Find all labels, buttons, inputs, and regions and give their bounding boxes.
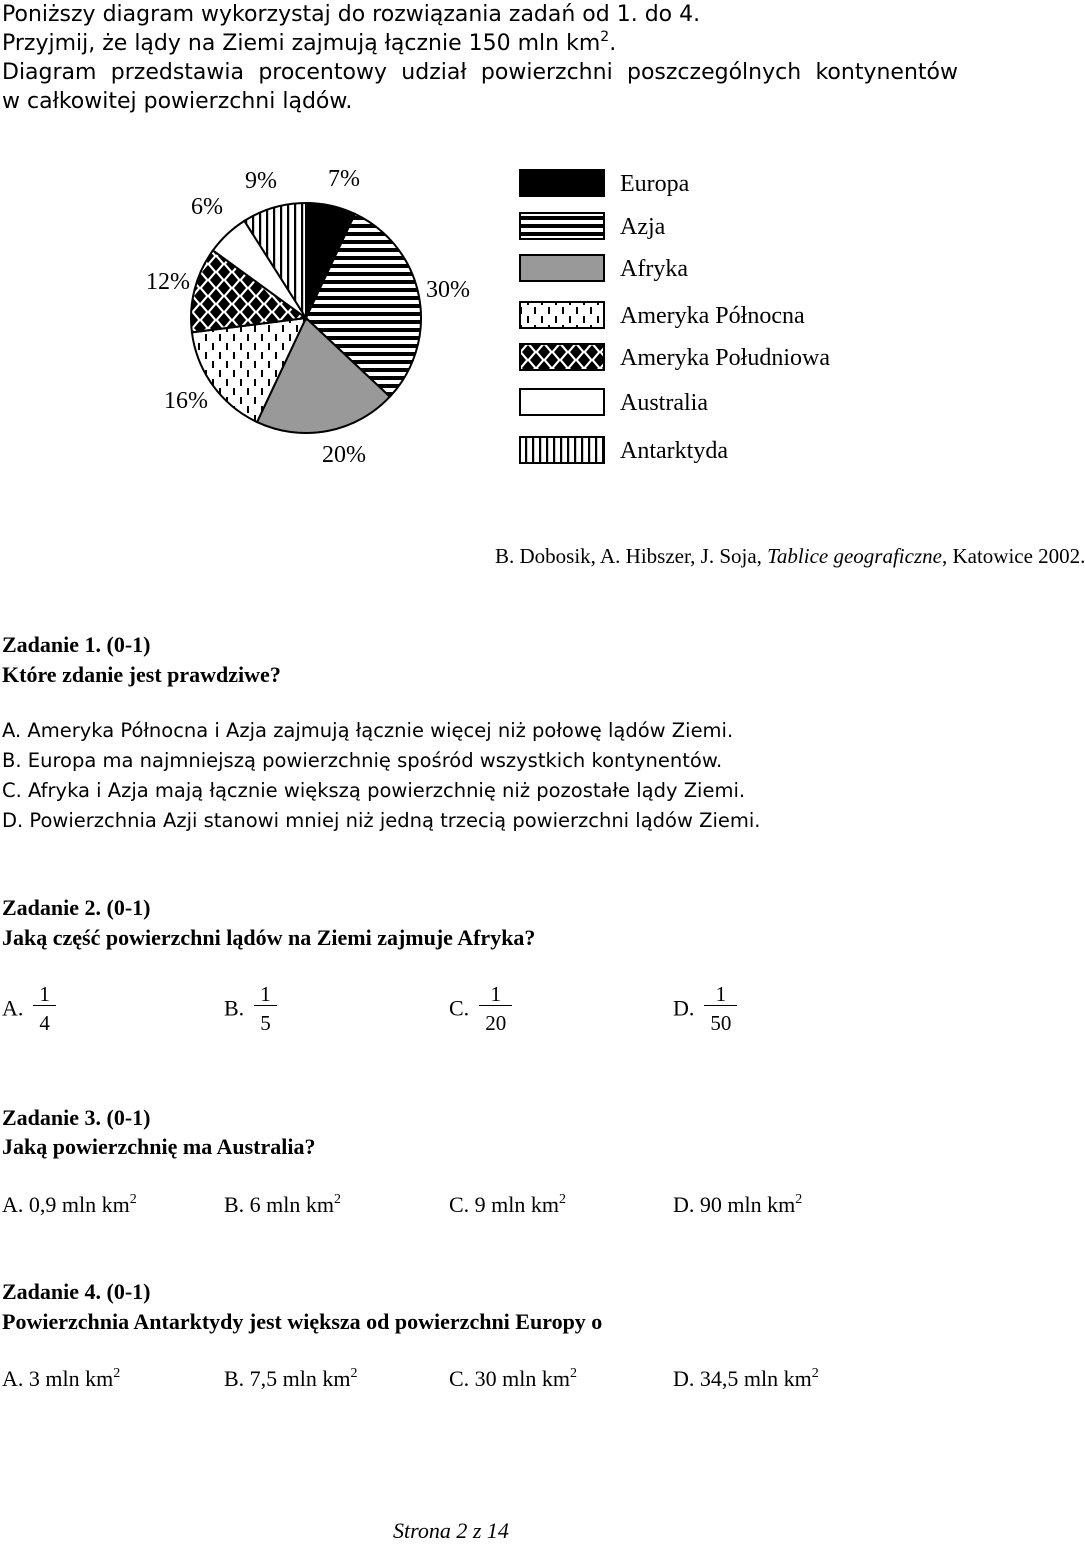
option-sup: 2 xyxy=(113,1366,121,1381)
legend-swatch-europa xyxy=(520,170,604,196)
task-2-option-c[interactable] xyxy=(449,983,512,1034)
option-text: B. 6 mln km xyxy=(224,1192,335,1217)
option-text: C. 9 mln km xyxy=(449,1192,560,1217)
fraction xyxy=(33,983,56,1034)
source-citation xyxy=(495,544,1085,569)
intro-line-2-sup: 2 xyxy=(600,29,610,45)
task-2-question: Jaką część powierzchni lądów na Ziemi zajmuje Afryka? xyxy=(2,925,536,950)
source-authors: B. Dobosik, A. Hibszer, J. Soja, xyxy=(495,544,768,568)
fraction xyxy=(479,983,512,1034)
legend-label-ameryka-poludniowa: Ameryka Południowa xyxy=(620,345,830,371)
option-sup: 2 xyxy=(129,1192,137,1207)
fraction-numerator: 1 xyxy=(490,982,501,1006)
fraction-denominator: 20 xyxy=(479,1005,512,1034)
intro-word: poszczególnych xyxy=(627,60,802,85)
task-2-option-d[interactable] xyxy=(673,983,737,1034)
legend-label-europa: Europa xyxy=(620,171,690,197)
legend-label-azja: Azja xyxy=(620,214,666,240)
source-title: Tablice geograficzne xyxy=(767,544,942,568)
intro-line-3 xyxy=(2,58,958,87)
task-4-option-d[interactable] xyxy=(673,1366,819,1392)
legend-swatch-afryka xyxy=(520,255,604,281)
task-1-option-a[interactable]: A. Ameryka Północna i Azja zajmują łącznie więcej niż połowę lądów Ziemi. xyxy=(2,719,734,742)
legend-label-ameryka-polnocna: Ameryka Północna xyxy=(620,303,805,329)
legend-swatch-ameryka-polnocna xyxy=(520,302,604,328)
task-4-question: Powierzchnia Antarktydy jest większa od powierzchni Europy o xyxy=(2,1309,603,1334)
fraction-numerator: 1 xyxy=(715,982,727,1006)
option-text: A. 3 mln km xyxy=(2,1366,114,1391)
intro-line-2 xyxy=(2,29,958,58)
legend xyxy=(520,170,830,464)
fraction-numerator: 1 xyxy=(39,982,50,1006)
task-3-header: Zadanie 3. (0-1) xyxy=(2,1105,151,1130)
task-1-header: Zadanie 1. (0-1) xyxy=(2,632,151,657)
option-sup: 2 xyxy=(811,1366,819,1381)
legend-swatch-azja xyxy=(520,213,604,239)
legend-swatch-antarktyda xyxy=(520,437,604,463)
fraction-denominator: 5 xyxy=(254,1005,277,1034)
task-1-question: Które zdanie jest prawdziwe? xyxy=(2,662,281,687)
legend-swatch-australia xyxy=(520,389,604,415)
pie-label-australia: 6% xyxy=(191,194,223,220)
intro-line-1: Poniższy diagram wykorzystaj do rozwiązania zadań od 1. do 4. xyxy=(2,2,701,27)
option-sup: 2 xyxy=(795,1192,803,1207)
task-3-option-a[interactable] xyxy=(2,1192,137,1218)
option-text: A. 0,9 mln km xyxy=(2,1192,130,1217)
task-4-header: Zadanie 4. (0-1) xyxy=(2,1279,151,1304)
task-1-option-c[interactable]: C. Afryka i Azja mają łącznie większą powierzchnię niż pozostałe lądy Ziemi. xyxy=(2,779,746,802)
option-sup: 2 xyxy=(350,1366,358,1381)
pie-label-europa: 7% xyxy=(328,166,360,192)
legend-label-antarktyda: Antarktyda xyxy=(620,438,728,464)
intro-word: przedstawia xyxy=(110,60,244,85)
intro-word: kontynentów xyxy=(815,60,958,85)
fraction xyxy=(254,983,277,1034)
intro-line-4: w całkowitej powierzchni lądów. xyxy=(2,89,353,114)
option-text: D. 90 mln km xyxy=(673,1192,796,1217)
task-2-header: Zadanie 2. (0-1) xyxy=(2,895,151,920)
pie-label-afryka: 20% xyxy=(322,442,366,468)
pie-label-ameryka-poludniowa: 12% xyxy=(146,269,190,295)
option-sup: 2 xyxy=(559,1192,567,1207)
continent-pie-chart xyxy=(0,150,960,490)
option-letter: A. xyxy=(2,995,24,1021)
fraction-denominator: 50 xyxy=(704,1005,737,1034)
task-3-question: Jaką powierzchnię ma Australia? xyxy=(2,1134,316,1159)
task-2-option-b[interactable] xyxy=(224,983,277,1034)
option-sup: 2 xyxy=(570,1366,578,1381)
intro-word: powierzchni xyxy=(480,60,613,85)
option-text: C. 30 mln km xyxy=(449,1366,571,1391)
pie-label-azja: 30% xyxy=(426,277,470,303)
legend-swatch-ameryka-poludniowa xyxy=(520,344,604,370)
task-3-option-c[interactable] xyxy=(449,1192,566,1218)
option-text: D. 34,5 mln km xyxy=(673,1366,812,1391)
intro-word: Diagram xyxy=(2,60,97,85)
fraction-numerator: 1 xyxy=(260,982,271,1006)
option-text: B. 7,5 mln km xyxy=(224,1366,351,1391)
pie-slices xyxy=(191,203,421,433)
intro-word: udział xyxy=(401,60,467,85)
task-1-option-d[interactable]: D. Powierzchnia Azji stanowi mniej niż jedną trzecią powierzchni lądów Ziemi. xyxy=(2,809,761,832)
option-letter: D. xyxy=(673,995,695,1021)
task-3-option-d[interactable] xyxy=(673,1192,802,1218)
page-number: Strona 2 z 14 xyxy=(393,1518,509,1543)
intro-line-2-end: . xyxy=(609,31,617,56)
task-3-option-b[interactable] xyxy=(224,1192,341,1218)
option-sup: 2 xyxy=(334,1192,342,1207)
fraction xyxy=(704,983,737,1034)
task-4-option-b[interactable] xyxy=(224,1366,358,1392)
source-rest: , Katowice 2002. xyxy=(941,544,1085,568)
task-4-option-a[interactable] xyxy=(2,1366,120,1392)
task-4-option-c[interactable] xyxy=(449,1366,577,1392)
fraction-denominator: 4 xyxy=(33,1005,56,1034)
task-1-option-b[interactable]: B. Europa ma najmniejszą powierzchnię spośród wszystkich kontynentów. xyxy=(2,749,723,772)
pie-label-ameryka-polnocna: 16% xyxy=(164,388,208,414)
option-letter: C. xyxy=(449,995,470,1021)
task-2-option-a[interactable] xyxy=(2,983,56,1034)
legend-label-afryka: Afryka xyxy=(620,256,688,282)
pie-label-antarktyda: 9% xyxy=(245,168,277,194)
option-letter: B. xyxy=(224,995,245,1021)
intro-line-2-text: Przyjmij, że lądy na Ziemi zajmują łącznie 150 mln km xyxy=(2,31,601,56)
intro-word: procentowy xyxy=(258,60,387,85)
legend-label-australia: Australia xyxy=(620,390,708,416)
intro-text xyxy=(2,0,958,116)
